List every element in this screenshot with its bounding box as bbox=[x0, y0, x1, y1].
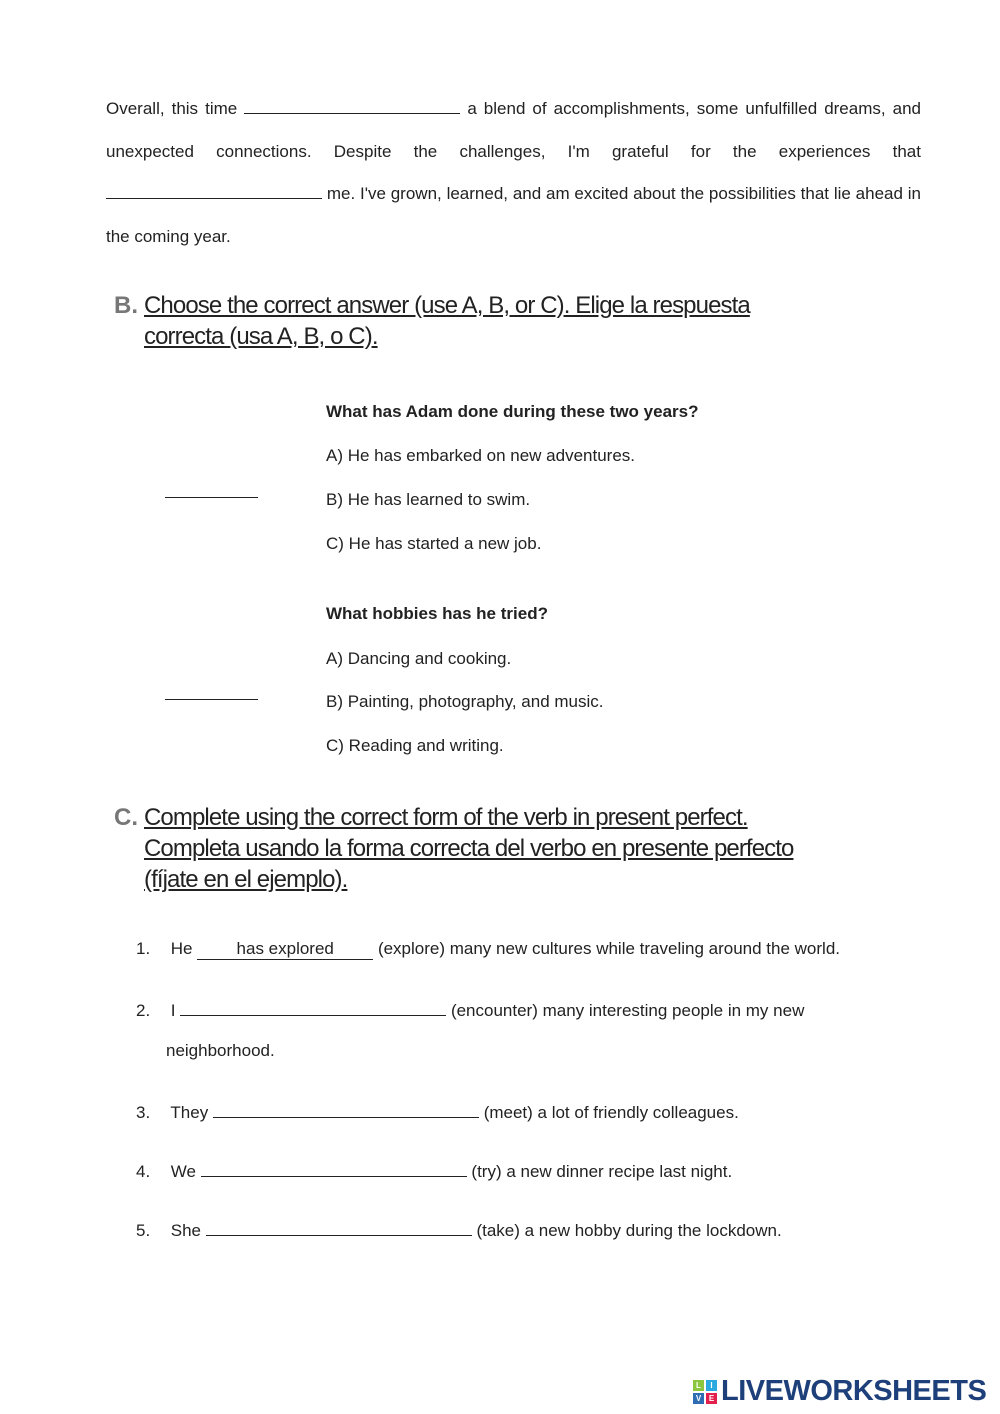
item-text: (meet) a lot of friendly colleagues. bbox=[483, 1103, 739, 1122]
title-line: Completa usando la forma correcta del verbo en presente perfecto bbox=[144, 835, 794, 862]
exercise-item bbox=[136, 998, 804, 1021]
item-subject: He bbox=[170, 939, 193, 958]
item-subject: We bbox=[170, 1162, 196, 1181]
logo-square: V bbox=[693, 1393, 704, 1404]
liveworksheets-logo bbox=[692, 1375, 986, 1408]
item-subject: She bbox=[170, 1221, 201, 1240]
answer-blank[interactable] bbox=[165, 497, 258, 498]
answer-blank[interactable] bbox=[180, 998, 446, 1016]
answer-blank[interactable] bbox=[106, 181, 322, 199]
title-line: (fíjate en el ejemplo). bbox=[144, 866, 348, 893]
item-text: (take) a new hobby during the lockdown. bbox=[476, 1221, 782, 1240]
exercise-item bbox=[136, 1218, 782, 1241]
question: What hobbies has he tried? bbox=[326, 604, 548, 623]
title-line: Complete using the correct form of the verb in present perfect. bbox=[144, 804, 748, 831]
option: B) Painting, photography, and music. bbox=[326, 692, 604, 711]
answer-blank[interactable] bbox=[206, 1218, 472, 1236]
question: What has Adam done during these two years? bbox=[326, 402, 699, 421]
option: A) He has embarked on new adventures. bbox=[326, 446, 636, 465]
logo-square: I bbox=[706, 1380, 717, 1391]
intro-paragraph bbox=[106, 88, 921, 258]
exercise-item bbox=[136, 939, 840, 960]
item-text: (encounter) many interesting people in my new bbox=[450, 1001, 805, 1020]
logo-text: LIVEWORKSHEETS bbox=[721, 1375, 987, 1407]
item-number: 4. bbox=[136, 1162, 151, 1181]
exercise-item bbox=[136, 1100, 739, 1123]
option: C) Reading and writing. bbox=[326, 736, 504, 755]
item-number: 5. bbox=[136, 1221, 151, 1240]
logo-square: E bbox=[706, 1393, 717, 1404]
logo-square: L bbox=[693, 1380, 704, 1391]
option: C) He has started a new job. bbox=[326, 534, 542, 553]
answer-blank[interactable] bbox=[201, 1159, 467, 1177]
title-line: correcta (usa A, B, o C). bbox=[144, 323, 378, 350]
item-number: 2. bbox=[136, 1001, 151, 1020]
item-number: 1. bbox=[136, 939, 151, 958]
option: B) He has learned to swim. bbox=[326, 490, 531, 509]
answer-blank[interactable] bbox=[244, 96, 460, 114]
example-answer: has explored bbox=[197, 939, 373, 960]
answer-blank[interactable] bbox=[213, 1100, 479, 1118]
section-b-letter: B. bbox=[114, 292, 138, 319]
item-text: (try) a new dinner recipe last night. bbox=[471, 1162, 733, 1181]
section-c-letter: C. bbox=[114, 804, 138, 831]
option: A) Dancing and cooking. bbox=[326, 649, 512, 668]
title-line: Choose the correct answer (use A, B, or C). Elige la respuesta bbox=[144, 292, 750, 319]
section-c-title bbox=[144, 802, 793, 895]
paragraph-text: me. I've grown, learned, and am excited about the possibilities that lie ahead in the coming year. bbox=[106, 184, 921, 246]
item-text-continued: neighborhood. bbox=[166, 1041, 275, 1060]
section-b-title bbox=[144, 290, 750, 352]
paragraph-text: Overall, this time bbox=[106, 99, 238, 118]
logo-icon bbox=[692, 1379, 718, 1405]
item-number: 3. bbox=[136, 1103, 151, 1122]
item-subject: They bbox=[170, 1103, 209, 1122]
item-subject: I bbox=[170, 1001, 176, 1020]
item-text: (explore) many new cultures while traveling around the world. bbox=[377, 939, 840, 958]
exercise-item bbox=[136, 1159, 732, 1182]
paragraph-text: a blend of accomplishments, some unfulfilled dreams, and unexpected connections. Despite the challenges, I'm grateful for the experiences that bbox=[106, 99, 921, 161]
answer-blank[interactable] bbox=[165, 699, 258, 700]
